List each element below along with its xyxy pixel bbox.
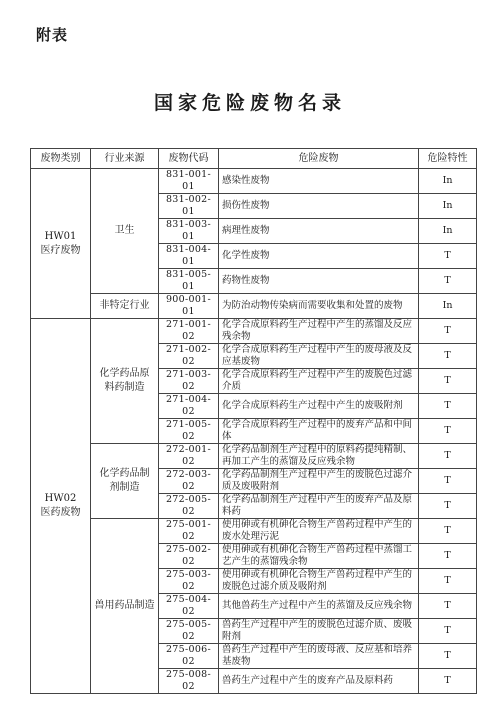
waste-code: 831-004-01 <box>159 244 219 269</box>
source-cell: 兽用药品制造 <box>91 519 159 694</box>
waste-description: 感染性废物 <box>219 169 419 194</box>
source-cell <box>91 319 159 444</box>
waste-description: 化学合成原料药生产过程中产生的废脱色过滤介质 <box>219 369 419 394</box>
waste-description: 化学合成原料药生产过程中产生的蒸馏及反应残余物 <box>219 319 419 344</box>
waste-description: 兽药生产过程中产生的废脱色过滤介质、废吸附剂 <box>219 619 419 644</box>
header-category: 废物类别 <box>31 149 91 169</box>
category-code: HW02 <box>44 493 77 504</box>
waste-description: 化学药品制剂生产过程中产生的废弃产品及原料药 <box>219 494 419 519</box>
waste-description: 化学性废物 <box>219 244 419 269</box>
appendix-label: 附表 <box>36 26 69 44</box>
table-row <box>31 169 477 194</box>
hazard-property: T <box>419 369 477 394</box>
hazard-property: T <box>419 344 477 369</box>
waste-code: 900-001-01 <box>159 294 219 319</box>
waste-description: 化学合成原料药生产过程中产生的废吸附剂 <box>219 394 419 419</box>
waste-code: 275-003-02 <box>159 569 219 594</box>
page-title: 国家危险废物名录 <box>153 92 346 114</box>
waste-description: 使用砷或有机砷化合物生产兽药过程中产生的废脱色过滤介质及吸附剂 <box>219 569 419 594</box>
waste-description: 使用砷或有机砷化合物生产兽药过程中产生的废水处理污泥 <box>219 519 419 544</box>
hazard-property: T <box>419 444 477 469</box>
waste-code: 275-001-02 <box>159 519 219 544</box>
waste-description: 损伤性废物 <box>219 194 419 219</box>
hazard-property: T <box>419 669 477 694</box>
waste-code: 271-001-02 <box>159 319 219 344</box>
waste-code: 831-001-01 <box>159 169 219 194</box>
hazard-property: In <box>419 294 477 319</box>
table-row <box>31 319 477 344</box>
category-name: 医药废物 <box>40 507 81 518</box>
table-row <box>31 519 477 544</box>
table-header-row <box>31 149 477 169</box>
waste-code: 271-002-02 <box>159 344 219 369</box>
hazard-property: In <box>419 194 477 219</box>
table-row <box>31 294 477 319</box>
category-name: 医疗废物 <box>40 244 81 256</box>
hazard-property: T <box>419 244 477 269</box>
hazard-property: T <box>419 544 477 569</box>
category-cell-hw01 <box>31 169 91 319</box>
waste-code: 272-003-02 <box>159 469 219 494</box>
hazard-property: T <box>419 394 477 419</box>
waste-code: 831-005-01 <box>159 269 219 294</box>
source-cell: 卫生 <box>91 169 159 294</box>
source-name-line: 剂制造 <box>109 482 140 493</box>
header-source: 行业来源 <box>91 149 159 169</box>
hazard-property: In <box>419 169 477 194</box>
waste-description: 化学药品制剂生产过程中产生的废脱色过滤介质及废吸附剂 <box>219 469 419 494</box>
hazard-property: T <box>419 519 477 544</box>
source-name-line: 化学药品原 <box>99 368 150 379</box>
table-row <box>31 444 477 469</box>
waste-description: 兽药生产过程中产生的废弃产品及原料药 <box>219 669 419 694</box>
hazard-property: T <box>419 469 477 494</box>
waste-code: 275-008-02 <box>159 669 219 694</box>
hazard-property: T <box>419 269 477 294</box>
waste-description: 使用砷或有机砷化合物生产兽药过程中蒸馏工艺产生的蒸馏残余物 <box>219 544 419 569</box>
waste-code: 271-003-02 <box>159 369 219 394</box>
waste-description: 药物性废物 <box>219 269 419 294</box>
category-code: HW01 <box>44 230 77 242</box>
header-hazard: 危险特性 <box>419 149 477 169</box>
waste-code: 275-006-02 <box>159 644 219 669</box>
waste-description: 化学合成原料药生产过程中的废弃产品和中间体 <box>219 419 419 444</box>
waste-description: 为防治动物传染病而需要收集和处置的废物 <box>219 294 419 319</box>
hazard-property: In <box>419 219 477 244</box>
waste-description: 化学药品制剂生产过程中的原料药提纯精制、再加工产生的蒸馏及反应残余物 <box>219 444 419 469</box>
waste-code: 275-004-02 <box>159 594 219 619</box>
waste-description: 兽药生产过程中产生的废母液、反应基和培养基废物 <box>219 644 419 669</box>
waste-code: 271-005-02 <box>159 419 219 444</box>
header-waste: 危险废物 <box>219 149 419 169</box>
waste-code: 275-002-02 <box>159 544 219 569</box>
category-cell-hw02 <box>31 319 91 694</box>
source-cell: 非特定行业 <box>91 294 159 319</box>
waste-code: 272-005-02 <box>159 494 219 519</box>
hazard-property: T <box>419 569 477 594</box>
hazard-property: T <box>419 494 477 519</box>
hazard-property: T <box>419 319 477 344</box>
hazardous-waste-table <box>30 148 477 694</box>
source-name-line: 料药制造 <box>104 382 145 393</box>
waste-code: 831-003-01 <box>159 219 219 244</box>
waste-code: 271-004-02 <box>159 394 219 419</box>
hazard-property: T <box>419 594 477 619</box>
waste-description: 化学合成原料药生产过程中产生的废母液及反应基废物 <box>219 344 419 369</box>
waste-description: 其他兽药生产过程中产生的蒸馏及反应残余物 <box>219 594 419 619</box>
hazard-property: T <box>419 644 477 669</box>
waste-code: 275-005-02 <box>159 619 219 644</box>
source-cell <box>91 444 159 519</box>
waste-description: 病理性废物 <box>219 219 419 244</box>
waste-code: 272-001-02 <box>159 444 219 469</box>
waste-code: 831-002-01 <box>159 194 219 219</box>
hazard-property: T <box>419 419 477 444</box>
source-name-line: 化学药品制 <box>99 468 150 479</box>
hazard-property: T <box>419 619 477 644</box>
header-code: 废物代码 <box>159 149 219 169</box>
